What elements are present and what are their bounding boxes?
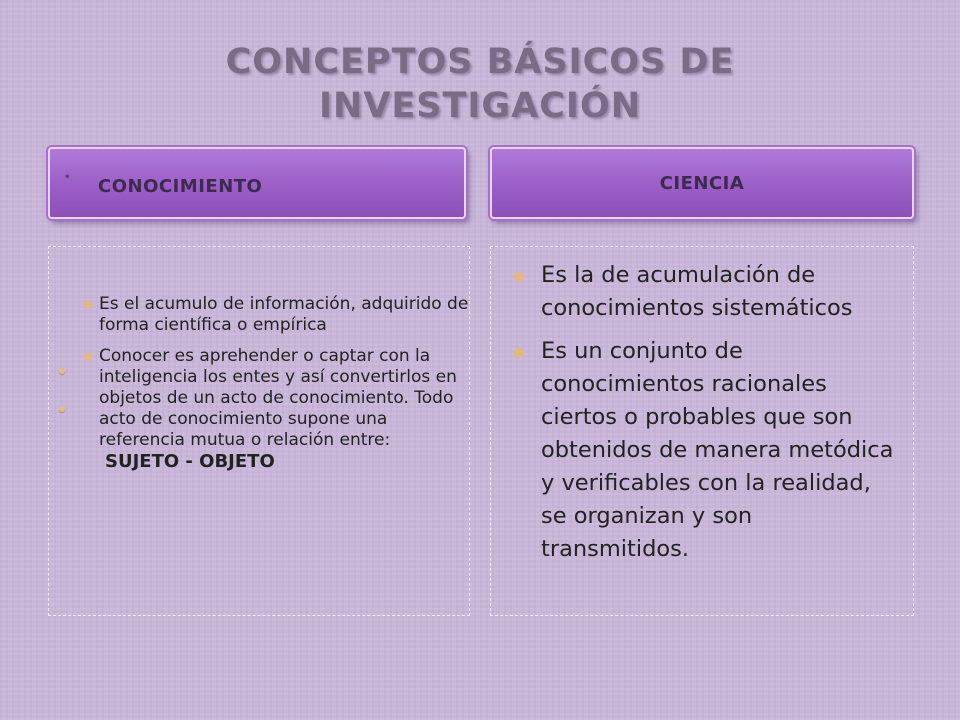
slide-title-line-2: INVESTIGACIÓN [319,86,641,126]
slide-title-line-1: CONCEPTOS BÁSICOS DE [225,42,735,82]
ciencia-header-label: CIENCIA [659,173,745,194]
slide-title [0,40,960,128]
conocimiento-content-panel[interactable] [48,246,470,616]
conocimiento-bullet [83,346,469,473]
decorative-dot-icon [59,406,65,412]
ciencia-bullet-text: Es la de acumulación de conocimientos sistemáticos [541,262,853,321]
small-diamond-icon: ◆ [83,349,93,364]
small-diamond-icon: ◆ [513,342,526,361]
ciencia-bullet [513,335,903,566]
ciencia-content-panel[interactable] [490,246,914,616]
decorative-dot-icon [59,368,65,374]
conocimiento-bullet-text: Conocer es aprehender o captar con la inteligencia los entes y así convertirlos en objetos de un acto de conocimiento. Todo acto de conocimiento supone una referencia mutua o relación entre: [99,346,457,450]
ciencia-bullet-text: Es un conjunto de conocimientos racionales ciertos o probables que son obtenidos de manera metódica y verificables con la realidad, se organizan y son transmitidos. [541,338,894,562]
ciencia-bullet-list [513,259,903,576]
small-diamond-icon: ◆ [83,297,93,312]
small-diamond-icon: ◆ [513,266,526,285]
conocimiento-header-label: CONOCIMIENTO [98,176,263,197]
conocimiento-bullet-text: Es el acumulo de información, adquirido de forma científica o empírica [99,294,469,335]
conocimiento-header[interactable] [48,147,466,219]
ciencia-header[interactable] [490,147,914,219]
sujeto-objeto-emphasis: SUJETO - OBJETO [105,451,275,472]
conocimiento-bullet-list [83,294,469,483]
dot-icon: • [64,172,71,183]
ciencia-bullet [513,259,903,325]
conocimiento-bullet [83,294,469,336]
